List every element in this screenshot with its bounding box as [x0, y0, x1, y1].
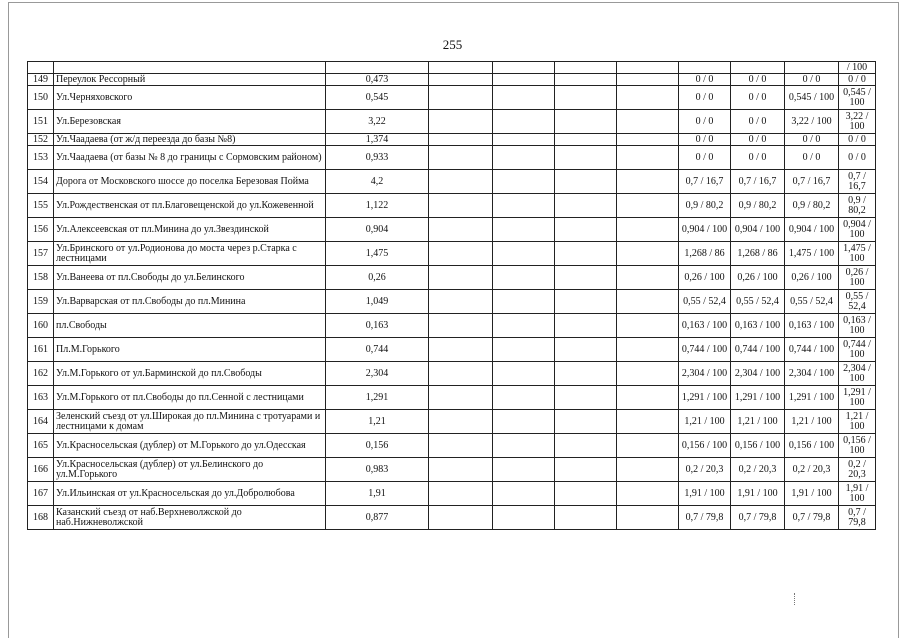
empty-cell: [617, 362, 679, 386]
page-number: 255: [442, 37, 463, 52]
empty-cell: [493, 314, 555, 338]
row-number: 164: [28, 410, 54, 434]
value-cell: 1,268 / 86: [679, 242, 731, 266]
road-name: Ул.М.Горького от пл.Свободы до пл.Сенной с лестницами: [54, 386, 326, 410]
value-cell: 1,91 / 100: [731, 482, 785, 506]
value-cell: 0 / 0: [785, 74, 839, 86]
value-cell: 1,268 / 86: [731, 242, 785, 266]
road-name: Ул.Ванеева от пл.Свободы до ул.Белинского: [54, 266, 326, 290]
value-cell: 0,7 / 16,7: [679, 170, 731, 194]
value-cell: 1,291 / 100: [679, 386, 731, 410]
table-cell: [326, 62, 429, 74]
empty-cell: [429, 506, 493, 530]
value-cell: 0 / 0: [785, 146, 839, 170]
empty-cell: [493, 86, 555, 110]
value-cell: 0 / 0: [839, 146, 876, 170]
road-name: Казанский съезд от наб.Верхневолжской до наб.Нижневолжской: [54, 506, 326, 530]
value-cell: 0,156 / 100: [839, 434, 876, 458]
road-name: Ул.Рождественская от пл.Благовещенской до ул.Кожевенной: [54, 194, 326, 218]
empty-cell: [555, 482, 617, 506]
table-row: [28, 314, 876, 338]
table-cell: [28, 62, 54, 74]
row-number: 163: [28, 386, 54, 410]
empty-cell: [617, 134, 679, 146]
empty-cell: [493, 74, 555, 86]
road-length: 4,2: [326, 170, 429, 194]
road-length: 0,26: [326, 266, 429, 290]
road-length: 1,122: [326, 194, 429, 218]
value-cell: 0,7 / 79,8: [839, 506, 876, 530]
row-number: 168: [28, 506, 54, 530]
road-length: 0,473: [326, 74, 429, 86]
value-cell: 0,163 / 100: [785, 314, 839, 338]
road-name: Ул.Бринского от ул.Родионова до моста через р.Старка с лестницами: [54, 242, 326, 266]
empty-cell: [429, 266, 493, 290]
value-cell: 0,9 / 80,2: [785, 194, 839, 218]
value-cell: 0,545 / 100: [839, 86, 876, 110]
row-number: 150: [28, 86, 54, 110]
table-cell: [617, 62, 679, 74]
value-cell: 0,7 / 16,7: [731, 170, 785, 194]
value-cell: 3,22 / 100: [839, 110, 876, 134]
empty-cell: [617, 314, 679, 338]
value-cell: 0 / 0: [679, 86, 731, 110]
road-name: Переулок Рессорный: [54, 74, 326, 86]
road-length: 0,983: [326, 458, 429, 482]
scan-border-top: [8, 2, 898, 3]
row-number: 156: [28, 218, 54, 242]
value-cell: 0,55 / 52,4: [731, 290, 785, 314]
value-cell: 0,26 / 100: [679, 266, 731, 290]
value-cell: 0 / 0: [785, 134, 839, 146]
row-number: 149: [28, 74, 54, 86]
value-cell: 1,91 / 100: [679, 482, 731, 506]
row-number: 158: [28, 266, 54, 290]
empty-cell: [555, 266, 617, 290]
empty-cell: [429, 134, 493, 146]
empty-cell: [493, 482, 555, 506]
road-length: 0,877: [326, 506, 429, 530]
value-cell: 0,7 / 79,8: [785, 506, 839, 530]
value-cell: 0,163 / 100: [679, 314, 731, 338]
row-number: 161: [28, 338, 54, 362]
value-cell: 0,904 / 100: [731, 218, 785, 242]
road-name: Ул.Красносельская (дублер) от М.Горького до ул.Одесская: [54, 434, 326, 458]
value-cell: 0,545 / 100: [785, 86, 839, 110]
road-length: 0,163: [326, 314, 429, 338]
table-row: [28, 134, 876, 146]
road-length: 0,744: [326, 338, 429, 362]
empty-cell: [555, 386, 617, 410]
table-row: [28, 290, 876, 314]
row-number: 152: [28, 134, 54, 146]
empty-cell: [555, 86, 617, 110]
value-cell: 0,2 / 20,3: [839, 458, 876, 482]
road-name: Ул.Варварская от пл.Свободы до пл.Минина: [54, 290, 326, 314]
empty-cell: [555, 290, 617, 314]
table-row: [28, 74, 876, 86]
empty-cell: [555, 218, 617, 242]
scan-mark: [794, 593, 796, 605]
value-cell: 0 / 0: [731, 134, 785, 146]
road-length: 1,374: [326, 134, 429, 146]
road-length: 1,21: [326, 410, 429, 434]
value-cell: 3,22 / 100: [785, 110, 839, 134]
empty-cell: [555, 314, 617, 338]
empty-cell: [617, 242, 679, 266]
value-cell: 0,156 / 100: [731, 434, 785, 458]
value-cell: 0,7 / 79,8: [731, 506, 785, 530]
road-name: Ул.Алексеевская от пл.Минина до ул.Звездинской: [54, 218, 326, 242]
value-cell: 0,9 / 80,2: [731, 194, 785, 218]
value-cell: 0,26 / 100: [785, 266, 839, 290]
table-row: [28, 410, 876, 434]
empty-cell: [555, 458, 617, 482]
empty-cell: [429, 290, 493, 314]
empty-cell: [555, 134, 617, 146]
table-row: [28, 362, 876, 386]
value-cell: 1,475 / 100: [839, 242, 876, 266]
value-cell: 2,304 / 100: [785, 362, 839, 386]
empty-cell: [617, 266, 679, 290]
table-row: [28, 146, 876, 170]
row-number: 155: [28, 194, 54, 218]
road-length: 3,22: [326, 110, 429, 134]
empty-cell: [555, 506, 617, 530]
table-row-continued: [28, 62, 876, 74]
table-row: [28, 86, 876, 110]
empty-cell: [617, 506, 679, 530]
value-cell: 0,744 / 100: [839, 338, 876, 362]
table-cell: [785, 62, 839, 74]
empty-cell: [429, 194, 493, 218]
value-cell: 0,7 / 16,7: [839, 170, 876, 194]
value-cell: 0 / 0: [731, 146, 785, 170]
empty-cell: [617, 194, 679, 218]
row-number: 159: [28, 290, 54, 314]
value-cell: 0,904 / 100: [839, 218, 876, 242]
value-cell: 0,744 / 100: [731, 338, 785, 362]
empty-cell: [429, 74, 493, 86]
table-row: [28, 482, 876, 506]
value-cell: 1,291 / 100: [839, 386, 876, 410]
value-cell: 0,55 / 52,4: [679, 290, 731, 314]
road-name: Пл.М.Горького: [54, 338, 326, 362]
empty-cell: [429, 314, 493, 338]
row-number: 153: [28, 146, 54, 170]
road-length: 2,304: [326, 362, 429, 386]
value-cell: 1,291 / 100: [731, 386, 785, 410]
empty-cell: [429, 386, 493, 410]
road-length: 1,049: [326, 290, 429, 314]
empty-cell: [493, 290, 555, 314]
empty-cell: [493, 506, 555, 530]
table-row: [28, 218, 876, 242]
road-name: Зеленский съезд от ул.Широкая до пл.Минина с тротуарами и лестницами к домам: [54, 410, 326, 434]
empty-cell: [617, 110, 679, 134]
empty-cell: [493, 386, 555, 410]
road-length: 0,156: [326, 434, 429, 458]
empty-cell: [617, 482, 679, 506]
table-row: [28, 242, 876, 266]
table-row: [28, 506, 876, 530]
table-cell: [679, 62, 731, 74]
table-cell: [54, 62, 326, 74]
empty-cell: [555, 434, 617, 458]
road-length: 0,904: [326, 218, 429, 242]
value-cell: 0 / 0: [731, 86, 785, 110]
table-row: [28, 338, 876, 362]
empty-cell: [555, 410, 617, 434]
roads-table: [27, 61, 876, 530]
value-cell: 0,904 / 100: [679, 218, 731, 242]
empty-cell: [429, 458, 493, 482]
road-length: 1,91: [326, 482, 429, 506]
value-cell: 0,163 / 100: [839, 314, 876, 338]
empty-cell: [429, 242, 493, 266]
empty-cell: [617, 146, 679, 170]
value-cell: 0,163 / 100: [731, 314, 785, 338]
empty-cell: [493, 362, 555, 386]
empty-cell: [429, 338, 493, 362]
empty-cell: [555, 194, 617, 218]
value-cell: 0,26 / 100: [839, 266, 876, 290]
empty-cell: [493, 242, 555, 266]
empty-cell: [493, 146, 555, 170]
empty-cell: [429, 434, 493, 458]
empty-cell: [493, 194, 555, 218]
empty-cell: [617, 170, 679, 194]
road-name: пл.Свободы: [54, 314, 326, 338]
value-cell: 0 / 0: [839, 74, 876, 86]
value-cell: 0,2 / 20,3: [731, 458, 785, 482]
value-cell: 0,26 / 100: [731, 266, 785, 290]
row-number: 165: [28, 434, 54, 458]
empty-cell: [617, 86, 679, 110]
value-cell: 0,7 / 79,8: [679, 506, 731, 530]
table-cell: [493, 62, 555, 74]
empty-cell: [617, 74, 679, 86]
empty-cell: [429, 110, 493, 134]
empty-cell: [493, 458, 555, 482]
value-cell: 2,304 / 100: [731, 362, 785, 386]
empty-cell: [429, 170, 493, 194]
value-cell: 1,475 / 100: [785, 242, 839, 266]
road-length: 1,291: [326, 386, 429, 410]
value-cell: 1,91 / 100: [839, 482, 876, 506]
table-cell: [429, 62, 493, 74]
value-cell: 0,7 / 16,7: [785, 170, 839, 194]
road-name: Ул.Чаадаева (от ж/д переезда до базы №8): [54, 134, 326, 146]
value-cell: 2,304 / 100: [839, 362, 876, 386]
table-row: [28, 458, 876, 482]
road-name: Ул.Черняховского: [54, 86, 326, 110]
empty-cell: [617, 434, 679, 458]
value-cell: 0,55 / 52,4: [839, 290, 876, 314]
empty-cell: [493, 434, 555, 458]
value-cell: 2,304 / 100: [679, 362, 731, 386]
empty-cell: [493, 266, 555, 290]
value-cell: 0 / 0: [731, 74, 785, 86]
value-cell: 0 / 0: [839, 134, 876, 146]
empty-cell: [493, 170, 555, 194]
value-cell: 0,9 / 80,2: [679, 194, 731, 218]
empty-cell: [493, 110, 555, 134]
value-cell: 0,2 / 20,3: [785, 458, 839, 482]
empty-cell: [493, 338, 555, 362]
value-cell: 0 / 0: [679, 134, 731, 146]
empty-cell: [429, 482, 493, 506]
empty-cell: [429, 218, 493, 242]
empty-cell: [617, 410, 679, 434]
empty-cell: [555, 362, 617, 386]
row-number: 157: [28, 242, 54, 266]
empty-cell: [555, 242, 617, 266]
empty-cell: [555, 338, 617, 362]
road-length: 0,545: [326, 86, 429, 110]
value-cell: 1,91 / 100: [785, 482, 839, 506]
value-cell: 0 / 0: [679, 74, 731, 86]
value-cell: 1,291 / 100: [785, 386, 839, 410]
empty-cell: [555, 170, 617, 194]
empty-cell: [617, 218, 679, 242]
road-name: Ул.М.Горького от ул.Барминской до пл.Свободы: [54, 362, 326, 386]
empty-cell: [493, 410, 555, 434]
value-cell: 0,2 / 20,3: [679, 458, 731, 482]
row-number: 151: [28, 110, 54, 134]
empty-cell: [429, 362, 493, 386]
empty-cell: [617, 458, 679, 482]
road-name: Ул.Красносельская (дублер) от ул.Белинского до ул.М.Горького: [54, 458, 326, 482]
empty-cell: [555, 146, 617, 170]
value-cell: 1,21 / 100: [731, 410, 785, 434]
value-cell: 0,55 / 52,4: [785, 290, 839, 314]
value-cell: 0,156 / 100: [785, 434, 839, 458]
value-cell: 0,156 / 100: [679, 434, 731, 458]
empty-cell: [429, 86, 493, 110]
empty-cell: [493, 134, 555, 146]
value-cell: 0 / 0: [731, 110, 785, 134]
empty-cell: [617, 338, 679, 362]
value-cell: 0 / 0: [679, 146, 731, 170]
empty-cell: [617, 290, 679, 314]
table-row: [28, 170, 876, 194]
row-number: 154: [28, 170, 54, 194]
scan-border-left: [8, 2, 9, 638]
row-number: 167: [28, 482, 54, 506]
road-length: 0,933: [326, 146, 429, 170]
row-number: 162: [28, 362, 54, 386]
value-cell: 0 / 0: [679, 110, 731, 134]
road-name: Ул.Березовская: [54, 110, 326, 134]
row-number: 166: [28, 458, 54, 482]
table-row: [28, 194, 876, 218]
value-cell: 0,744 / 100: [785, 338, 839, 362]
empty-cell: [617, 386, 679, 410]
table-cell: [731, 62, 785, 74]
table-row: [28, 110, 876, 134]
value-cell: 0,904 / 100: [785, 218, 839, 242]
table-row: [28, 266, 876, 290]
road-length: 1,475: [326, 242, 429, 266]
value-cell: 1,21 / 100: [679, 410, 731, 434]
road-name: Ул.Ильинская от ул.Красносельская до ул.Добролюбова: [54, 482, 326, 506]
empty-cell: [555, 74, 617, 86]
scan-border-right: [898, 2, 899, 638]
table-row: [28, 386, 876, 410]
road-name: Дорога от Московского шоссе до поселка Березовая Пойма: [54, 170, 326, 194]
table-row: [28, 434, 876, 458]
empty-cell: [493, 218, 555, 242]
road-name: Ул.Чаадаева (от базы № 8 до границы с Сормовским районом): [54, 146, 326, 170]
value-cell: 0,9 / 80,2: [839, 194, 876, 218]
continued-cell: / 100: [839, 62, 876, 74]
value-cell: 1,21 / 100: [785, 410, 839, 434]
empty-cell: [429, 410, 493, 434]
empty-cell: [429, 146, 493, 170]
value-cell: 0,744 / 100: [679, 338, 731, 362]
table-cell: [555, 62, 617, 74]
value-cell: 1,21 / 100: [839, 410, 876, 434]
empty-cell: [555, 110, 617, 134]
row-number: 160: [28, 314, 54, 338]
